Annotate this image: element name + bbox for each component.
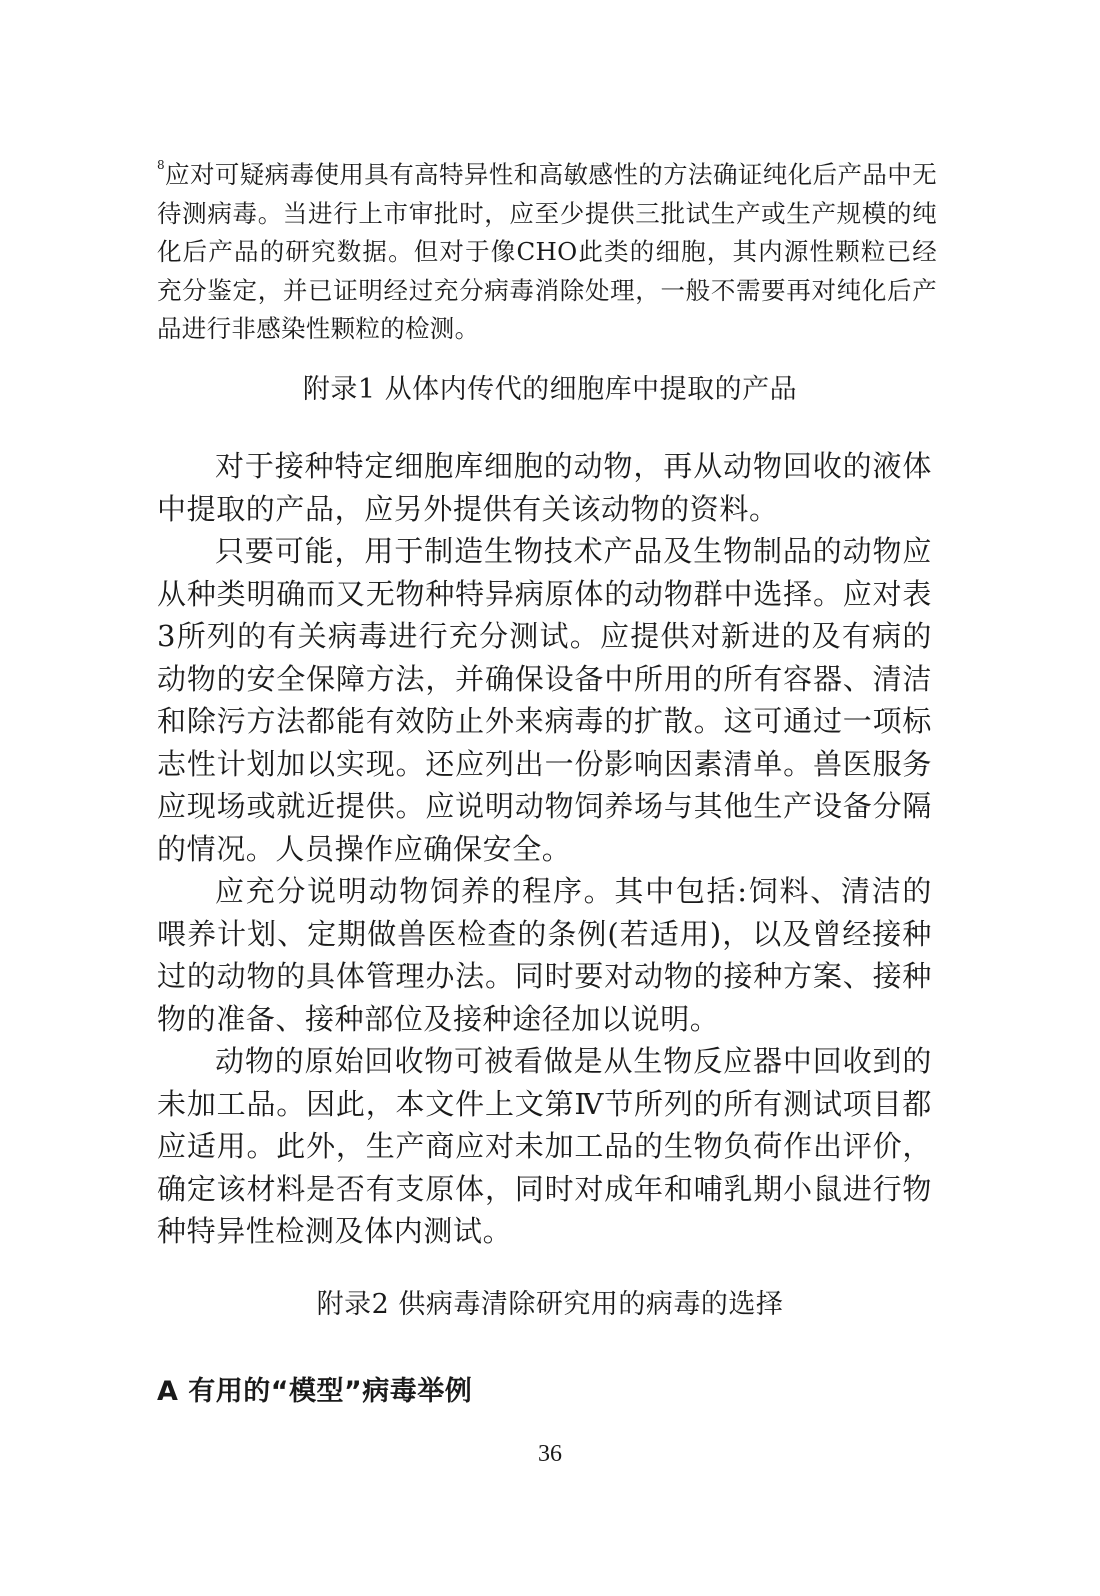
paragraph: 应充分说明动物饲养的程序。其中包括:饲料、清洁的喂养计划、定期做兽医检查的条例(若适用)，以及曾经接种过的动物的具体管理办法。同时要对动物的接种方案、接种物的准备、接种部位及接种途径加以说明。 bbox=[157, 874, 932, 1036]
appendix2-title: 附录2 供病毒清除研究用的病毒的选择 bbox=[316, 1289, 784, 1320]
paragraph: 对于接种特定细胞库细胞的动物，再从动物回收的液体中提取的产品，应另外提供有关该动物的资料。 bbox=[157, 449, 932, 526]
paragraph: 只要可能，用于制造生物技术产品及生物制品的动物应从种类明确而又无物种特异病原体的动物群中选择。应对表3所列的有关病毒进行充分测试。应提供对新进的及有病的动物的安全保障方法，并确保设备中所用的所有容器、清洁和除污方法都能有效防止外来病毒的扩散。这可通过一项标志性计划加以实现。还应列出一份影响因素清单。兽医服务应现场或就近提供。应说明动物饲养场与其他生产设备分隔的情况。人员操作应确保安全。 bbox=[157, 534, 932, 866]
footnote-text: 应对可疑病毒使用具有高特异性和高敏感性的方法确证纯化后产品中无待测病毒。当进行上市审批时，应至少提供三批试生产或生产规模的纯化后产品的研究数据。但对于像CHO此类的细胞，其内源性颗粒已经充分鉴定，并已证明经过充分病毒消除处理，一般不需要再对纯化后产品进行非感染性颗粒的检测。 bbox=[157, 160, 937, 343]
footnote bbox=[157, 156, 937, 349]
section-a-heading: A 有用的“模型”病毒举例 bbox=[157, 1376, 473, 1407]
paragraph: 动物的原始回收物可被看做是从生物反应器中回收到的未加工品。因此，本文件上文第Ⅳ节所列的所有测试项目都应适用。此外，生产商应对未加工品的生物负荷作出评价，确定该材料是否有支原体，同时对成年和哺乳期小鼠进行物种特异性检测及体内测试。 bbox=[157, 1044, 932, 1248]
appendix1-title: 附录1 从体内传代的细胞库中提取的产品 bbox=[302, 374, 798, 405]
page-number: 36 bbox=[538, 1441, 562, 1467]
appendix1-body bbox=[157, 445, 932, 1253]
footnote-marker: 8 bbox=[157, 158, 165, 172]
